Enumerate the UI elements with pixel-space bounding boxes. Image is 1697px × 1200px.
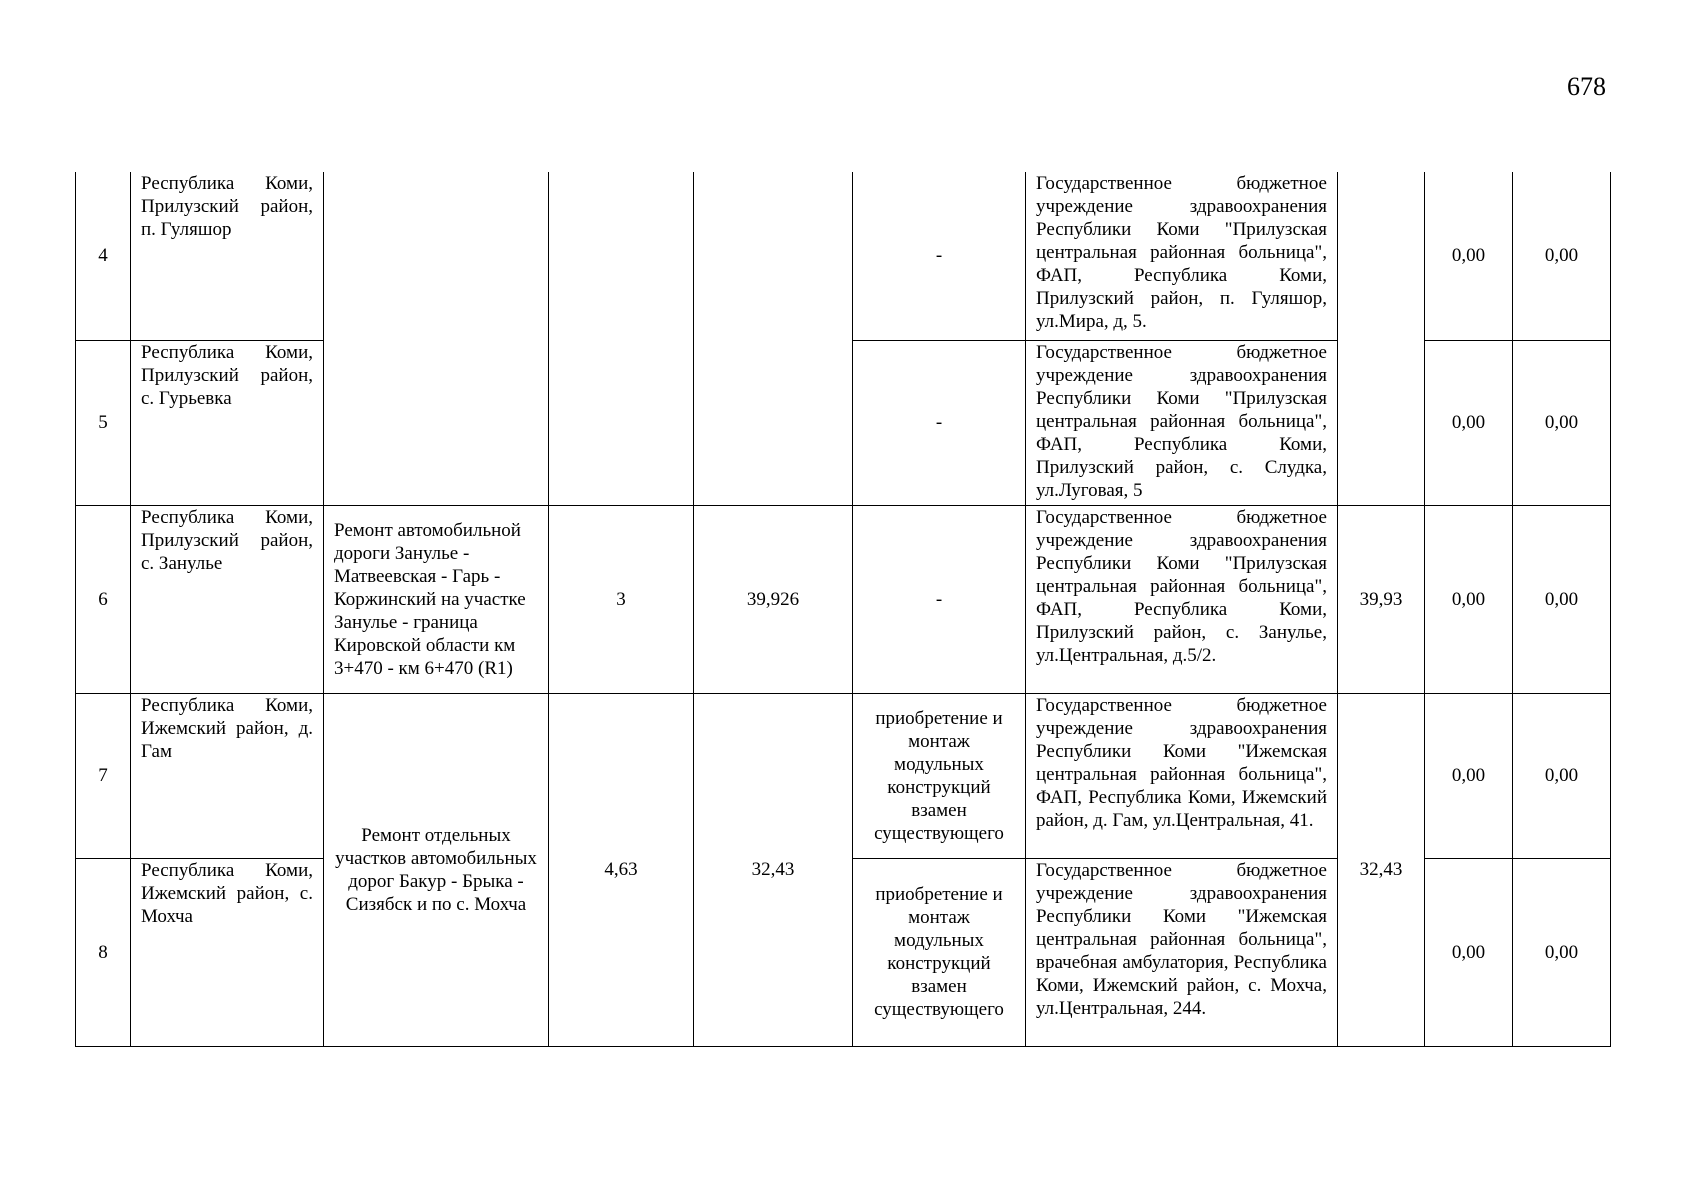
length-cell-empty xyxy=(549,172,694,505)
cost-cell: 39,926 xyxy=(694,505,853,693)
location-cell: Республика Коми, Ижемский район, с. Мохча xyxy=(131,858,324,1046)
road-cell-empty xyxy=(324,172,549,505)
work-cell: - xyxy=(853,505,1026,693)
cost-cell: 32,43 xyxy=(694,693,853,1046)
work-cell: - xyxy=(853,172,1026,340)
table-row xyxy=(76,172,1611,340)
value-cell: 0,00 xyxy=(1425,693,1513,858)
value-cell: 0,00 xyxy=(1513,858,1611,1046)
total-cell-empty xyxy=(1338,172,1425,505)
work-cell: приобретение и монтаж модульных конструкций взамен существующего xyxy=(853,693,1026,858)
total-cell: 32,43 xyxy=(1338,693,1425,1046)
value-cell: 0,00 xyxy=(1425,505,1513,693)
institution-cell: Государственное бюджетное учреждение здравоохранения Республики Коми "Ижемская центральная районная больница", ФАП, Республика Коми, Ижемский район, д. Гам, ул.Центральная, 41. xyxy=(1026,693,1338,858)
row-number: 5 xyxy=(76,340,131,505)
length-cell: 4,63 xyxy=(549,693,694,1046)
institution-cell: Государственное бюджетное учреждение здравоохранения Республики Коми "Ижемская центральная районная больница", врачебная амбулатория, Республика Коми, Ижемский район, с. Мохча, ул.Центральная, 244. xyxy=(1026,858,1338,1046)
data-table xyxy=(75,172,1611,1047)
location-cell: Республика Коми, Прилузский район, п. Гуляшор xyxy=(131,172,324,340)
value-cell: 0,00 xyxy=(1513,172,1611,340)
institution-cell: Государственное бюджетное учреждение здравоохранения Республики Коми "Прилузская центральная районная больница", ФАП, Республика Коми, Прилузский район, с. Слудка, ул.Луговая, 5 xyxy=(1026,340,1338,505)
value-cell: 0,00 xyxy=(1425,340,1513,505)
work-cell: - xyxy=(853,340,1026,505)
value-cell: 0,00 xyxy=(1513,505,1611,693)
row-number: 8 xyxy=(76,858,131,1046)
location-cell: Республика Коми, Ижемский район, д. Гам xyxy=(131,693,324,858)
total-cell: 39,93 xyxy=(1338,505,1425,693)
table-row xyxy=(76,505,1611,693)
row-number: 4 xyxy=(76,172,131,340)
work-cell: приобретение и монтаж модульных конструкций взамен существующего xyxy=(853,858,1026,1046)
value-cell: 0,00 xyxy=(1513,693,1611,858)
row-number: 6 xyxy=(76,505,131,693)
value-cell: 0,00 xyxy=(1425,172,1513,340)
page-number: 678 xyxy=(1567,72,1606,101)
institution-cell: Государственное бюджетное учреждение здравоохранения Республики Коми "Прилузская центральная районная больница", ФАП, Республика Коми, Прилузский район, с. Занулье, ул.Центральная, д.5/2. xyxy=(1026,505,1338,693)
length-cell: 3 xyxy=(549,505,694,693)
institution-cell: Государственное бюджетное учреждение здравоохранения Республики Коми "Прилузская центральная районная больница", ФАП, Республика Коми, Прилузский район, п. Гуляшор, ул.Мира, д, 5. xyxy=(1026,172,1338,340)
cost-cell-empty xyxy=(694,172,853,505)
location-cell: Республика Коми, Прилузский район, с. Занулье xyxy=(131,505,324,693)
value-cell: 0,00 xyxy=(1425,858,1513,1046)
location-cell: Республика Коми, Прилузский район, с. Гурьевка xyxy=(131,340,324,505)
road-cell: Ремонт отдельных участков автомобильных дорог Бакур - Брыка - Сизябск и по с. Мохча xyxy=(324,693,549,1046)
road-cell: Ремонт автомобильной дороги Занулье - Матвеевская - Гарь - Коржинский на участке Занулье - граница Кировской области км 3+470 - км 6+470 (R1) xyxy=(324,505,549,693)
table-row xyxy=(76,693,1611,858)
value-cell: 0,00 xyxy=(1513,340,1611,505)
row-number: 7 xyxy=(76,693,131,858)
